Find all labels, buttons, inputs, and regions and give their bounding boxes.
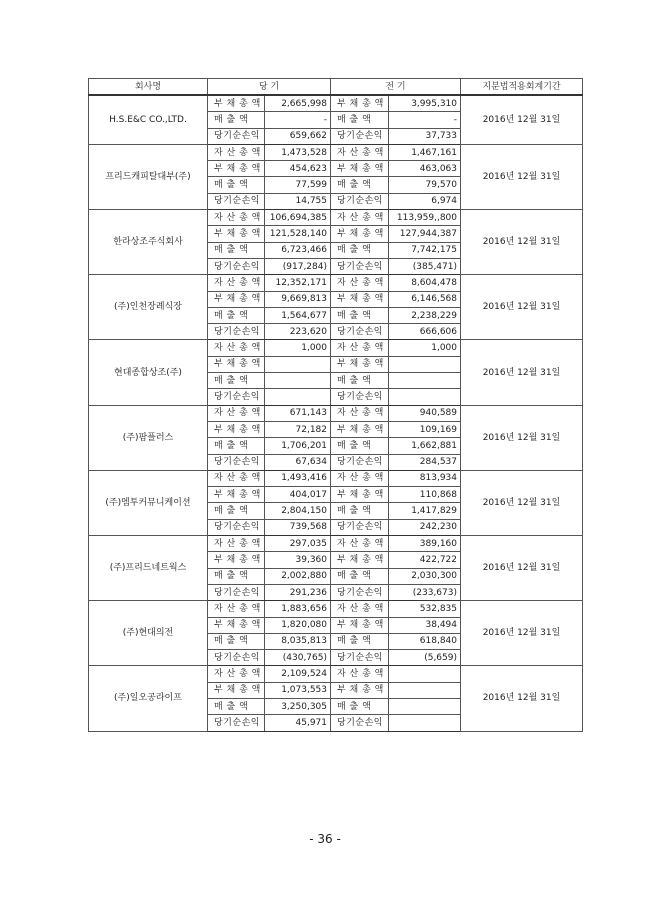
previous-value-cell: 3,995,310	[389, 95, 461, 112]
previous-value-cell: 813,934	[389, 470, 461, 486]
previous-value-cell: (385,471)	[389, 258, 461, 274]
current-label-cell: 자 산 총 액	[208, 210, 265, 226]
previous-label-cell: 부 채 총 액	[331, 552, 389, 568]
current-value-cell: 45,971	[265, 715, 331, 731]
current-value-cell: 6,723,466	[265, 242, 331, 258]
previous-value-cell: 38,494	[389, 617, 461, 633]
previous-label-cell: 자 산 총 액	[331, 601, 389, 617]
current-value-cell: -	[265, 112, 331, 128]
previous-value-cell: 6,146,568	[389, 291, 461, 307]
previous-value-cell: 79,570	[389, 177, 461, 193]
previous-label-cell: 부 채 총 액	[331, 617, 389, 633]
previous-label-cell: 매 출 액	[331, 568, 389, 584]
company-name-cell: (주)엠투커뮤니케이션	[89, 470, 208, 535]
previous-value-cell	[389, 666, 461, 682]
current-label-cell: 부 채 총 액	[208, 161, 265, 177]
current-value-cell: 2,002,880	[265, 568, 331, 584]
header-equity-method-period: 지분법적용회계기간	[461, 79, 583, 96]
current-value-cell: 121,528,140	[265, 226, 331, 242]
previous-label-cell: 부 채 총 액	[331, 95, 389, 112]
current-value-cell: 1,493,416	[265, 470, 331, 486]
previous-value-cell	[389, 715, 461, 731]
previous-value-cell	[389, 682, 461, 698]
header-company: 회사명	[89, 79, 208, 96]
previous-label-cell: 당기순손익	[331, 650, 389, 666]
previous-label-cell: 당기순손익	[331, 258, 389, 274]
current-value-cell: 1,883,656	[265, 601, 331, 617]
equity-method-period-cell: 2016년 12월 31일	[461, 144, 583, 209]
current-label-cell: 매 출 액	[208, 307, 265, 323]
previous-label-cell: 당기순손익	[331, 128, 389, 144]
previous-label-cell: 부 채 총 액	[331, 356, 389, 372]
current-value-cell: 297,035	[265, 536, 331, 552]
previous-label-cell: 당기순손익	[331, 454, 389, 470]
current-label-cell: 부 채 총 액	[208, 421, 265, 437]
company-name-cell: 현대종합상조(주)	[89, 340, 208, 405]
current-value-cell	[265, 373, 331, 389]
previous-value-cell: 1,662,881	[389, 438, 461, 454]
previous-label-cell: 부 채 총 액	[331, 487, 389, 503]
table-row	[89, 340, 583, 356]
current-label-cell: 당기순손익	[208, 389, 265, 405]
current-label-cell: 당기순손익	[208, 324, 265, 340]
current-label-cell: 자 산 총 액	[208, 340, 265, 356]
equity-method-period-cell: 2016년 12월 31일	[461, 601, 583, 666]
equity-method-period-cell: 2016년 12월 31일	[461, 95, 583, 144]
previous-label-cell: 매 출 액	[331, 177, 389, 193]
previous-value-cell: 618,840	[389, 633, 461, 649]
previous-label-cell: 당기순손익	[331, 389, 389, 405]
previous-label-cell: 자 산 총 액	[331, 144, 389, 160]
current-value-cell: 1,473,528	[265, 144, 331, 160]
previous-label-cell: 부 채 총 액	[331, 291, 389, 307]
company-name-cell: (주)일오공라이프	[89, 666, 208, 731]
current-value-cell: 291,236	[265, 584, 331, 600]
previous-value-cell: 666,606	[389, 324, 461, 340]
equity-method-period-cell: 2016년 12월 31일	[461, 536, 583, 601]
page-number: - 36 -	[309, 832, 341, 846]
current-value-cell: 404,017	[265, 487, 331, 503]
equity-method-period-cell: 2016년 12월 31일	[461, 210, 583, 275]
current-label-cell: 매 출 액	[208, 698, 265, 714]
previous-value-cell: 532,835	[389, 601, 461, 617]
previous-value-cell: 7,742,175	[389, 242, 461, 258]
previous-value-cell: 127,944,387	[389, 226, 461, 242]
current-value-cell: 8,035,813	[265, 633, 331, 649]
current-value-cell: 739,568	[265, 519, 331, 535]
current-value-cell	[265, 389, 331, 405]
previous-value-cell: 2,238,229	[389, 307, 461, 323]
current-value-cell: 67,634	[265, 454, 331, 470]
current-label-cell: 당기순손익	[208, 454, 265, 470]
equity-method-period-cell: 2016년 12월 31일	[461, 470, 583, 535]
previous-label-cell: 자 산 총 액	[331, 340, 389, 356]
previous-label-cell: 자 산 총 액	[331, 210, 389, 226]
table-row	[89, 601, 583, 617]
current-value-cell	[265, 356, 331, 372]
previous-label-cell: 당기순손익	[331, 519, 389, 535]
current-label-cell: 부 채 총 액	[208, 356, 265, 372]
table-body	[89, 95, 583, 731]
previous-label-cell: 당기순손익	[331, 715, 389, 731]
table-row	[89, 95, 583, 112]
previous-value-cell	[389, 373, 461, 389]
previous-value-cell: 389,160	[389, 536, 461, 552]
previous-value-cell: 37,733	[389, 128, 461, 144]
financial-summary-table	[88, 78, 583, 732]
current-label-cell: 당기순손익	[208, 650, 265, 666]
header-current-period: 당 기	[208, 79, 331, 96]
current-label-cell: 매 출 액	[208, 112, 265, 128]
previous-value-cell: 109,169	[389, 421, 461, 437]
current-label-cell: 자 산 총 액	[208, 536, 265, 552]
previous-value-cell: 8,604,478	[389, 275, 461, 291]
current-value-cell: 454,623	[265, 161, 331, 177]
current-label-cell: 매 출 액	[208, 242, 265, 258]
company-name-cell: (주)프리드네트웍스	[89, 536, 208, 601]
current-label-cell: 당기순손익	[208, 519, 265, 535]
previous-label-cell: 매 출 액	[331, 112, 389, 128]
previous-value-cell: 422,722	[389, 552, 461, 568]
current-value-cell: 9,669,813	[265, 291, 331, 307]
current-value-cell: 2,804,150	[265, 503, 331, 519]
company-name-cell: (주)인천장례식장	[89, 275, 208, 340]
previous-label-cell: 당기순손익	[331, 584, 389, 600]
table-row	[89, 144, 583, 160]
previous-label-cell: 매 출 액	[331, 503, 389, 519]
company-name-cell: 한라상조주식회사	[89, 210, 208, 275]
previous-value-cell: 242,230	[389, 519, 461, 535]
current-label-cell: 매 출 액	[208, 373, 265, 389]
previous-value-cell: (233,673)	[389, 584, 461, 600]
current-value-cell: 2,665,998	[265, 95, 331, 112]
current-value-cell: 77,599	[265, 177, 331, 193]
current-value-cell: 3,250,305	[265, 698, 331, 714]
previous-value-cell: 1,000	[389, 340, 461, 356]
previous-label-cell: 부 채 총 액	[331, 161, 389, 177]
previous-label-cell: 당기순손익	[331, 193, 389, 209]
current-value-cell: 12,352,171	[265, 275, 331, 291]
current-value-cell: (430,765)	[265, 650, 331, 666]
current-value-cell: 39,360	[265, 552, 331, 568]
previous-label-cell: 매 출 액	[331, 438, 389, 454]
current-label-cell: 자 산 총 액	[208, 666, 265, 682]
table-header-row	[89, 79, 583, 96]
current-value-cell: 671,143	[265, 405, 331, 421]
equity-method-period-cell: 2016년 12월 31일	[461, 275, 583, 340]
current-label-cell: 부 채 총 액	[208, 487, 265, 503]
table-row	[89, 536, 583, 552]
current-label-cell: 부 채 총 액	[208, 552, 265, 568]
previous-label-cell: 매 출 액	[331, 242, 389, 258]
previous-value-cell	[389, 698, 461, 714]
current-value-cell: 2,109,524	[265, 666, 331, 682]
current-label-cell: 당기순손익	[208, 715, 265, 731]
previous-label-cell: 부 채 총 액	[331, 682, 389, 698]
current-value-cell: 223,620	[265, 324, 331, 340]
previous-value-cell: 2,030,300	[389, 568, 461, 584]
previous-value-cell	[389, 389, 461, 405]
previous-label-cell: 매 출 액	[331, 307, 389, 323]
company-name-cell: (주)현대의전	[89, 601, 208, 666]
equity-method-period-cell: 2016년 12월 31일	[461, 666, 583, 731]
company-name-cell: 프리드캐피탈대부(주)	[89, 144, 208, 209]
current-label-cell: 당기순손익	[208, 258, 265, 274]
previous-label-cell: 자 산 총 액	[331, 666, 389, 682]
previous-value-cell	[389, 356, 461, 372]
previous-label-cell: 부 채 총 액	[331, 421, 389, 437]
previous-value-cell: 110,868	[389, 487, 461, 503]
previous-value-cell: 940,589	[389, 405, 461, 421]
previous-value-cell: -	[389, 112, 461, 128]
current-value-cell: 1,820,080	[265, 617, 331, 633]
previous-label-cell: 부 채 총 액	[331, 226, 389, 242]
current-value-cell: 106,694,385	[265, 210, 331, 226]
current-label-cell: 자 산 총 액	[208, 601, 265, 617]
current-label-cell: 당기순손익	[208, 128, 265, 144]
current-label-cell: 부 채 총 액	[208, 617, 265, 633]
current-value-cell: 1,000	[265, 340, 331, 356]
previous-label-cell: 자 산 총 액	[331, 470, 389, 486]
previous-value-cell: 113,959,,800	[389, 210, 461, 226]
current-label-cell: 자 산 총 액	[208, 275, 265, 291]
company-name-cell: H.S.E&C CO.,LTD.	[89, 95, 208, 144]
previous-value-cell: 463,063	[389, 161, 461, 177]
current-label-cell: 자 산 총 액	[208, 405, 265, 421]
previous-value-cell: (5,659)	[389, 650, 461, 666]
table-row	[89, 210, 583, 226]
header-previous-period: 전 기	[331, 79, 461, 96]
previous-label-cell: 자 산 총 액	[331, 405, 389, 421]
current-value-cell: 1,073,553	[265, 682, 331, 698]
current-value-cell: 1,564,677	[265, 307, 331, 323]
table-row	[89, 666, 583, 682]
current-label-cell: 부 채 총 액	[208, 682, 265, 698]
current-label-cell: 부 채 총 액	[208, 291, 265, 307]
current-value-cell: 14,755	[265, 193, 331, 209]
table-row	[89, 470, 583, 486]
previous-label-cell: 매 출 액	[331, 373, 389, 389]
previous-value-cell: 1,467,161	[389, 144, 461, 160]
current-label-cell: 자 산 총 액	[208, 144, 265, 160]
current-label-cell: 자 산 총 액	[208, 470, 265, 486]
previous-label-cell: 자 산 총 액	[331, 536, 389, 552]
current-label-cell: 당기순손익	[208, 193, 265, 209]
previous-value-cell: 284,537	[389, 454, 461, 470]
company-name-cell: (주)팜플러스	[89, 405, 208, 470]
previous-label-cell: 매 출 액	[331, 633, 389, 649]
equity-method-period-cell: 2016년 12월 31일	[461, 405, 583, 470]
current-label-cell: 매 출 액	[208, 568, 265, 584]
previous-value-cell: 1,417,829	[389, 503, 461, 519]
previous-label-cell: 매 출 액	[331, 698, 389, 714]
current-value-cell: (917,284)	[265, 258, 331, 274]
previous-value-cell: 6,974	[389, 193, 461, 209]
current-label-cell: 매 출 액	[208, 438, 265, 454]
current-label-cell: 당기순손익	[208, 584, 265, 600]
equity-method-period-cell: 2016년 12월 31일	[461, 340, 583, 405]
previous-label-cell: 당기순손익	[331, 324, 389, 340]
current-value-cell: 1,706,201	[265, 438, 331, 454]
current-label-cell: 부 채 총 액	[208, 226, 265, 242]
current-label-cell: 부 채 총 액	[208, 95, 265, 112]
table-row	[89, 275, 583, 291]
current-value-cell: 72,182	[265, 421, 331, 437]
previous-label-cell: 자 산 총 액	[331, 275, 389, 291]
table-row	[89, 405, 583, 421]
current-label-cell: 매 출 액	[208, 177, 265, 193]
current-value-cell: 659,662	[265, 128, 331, 144]
current-label-cell: 매 출 액	[208, 633, 265, 649]
current-label-cell: 매 출 액	[208, 503, 265, 519]
